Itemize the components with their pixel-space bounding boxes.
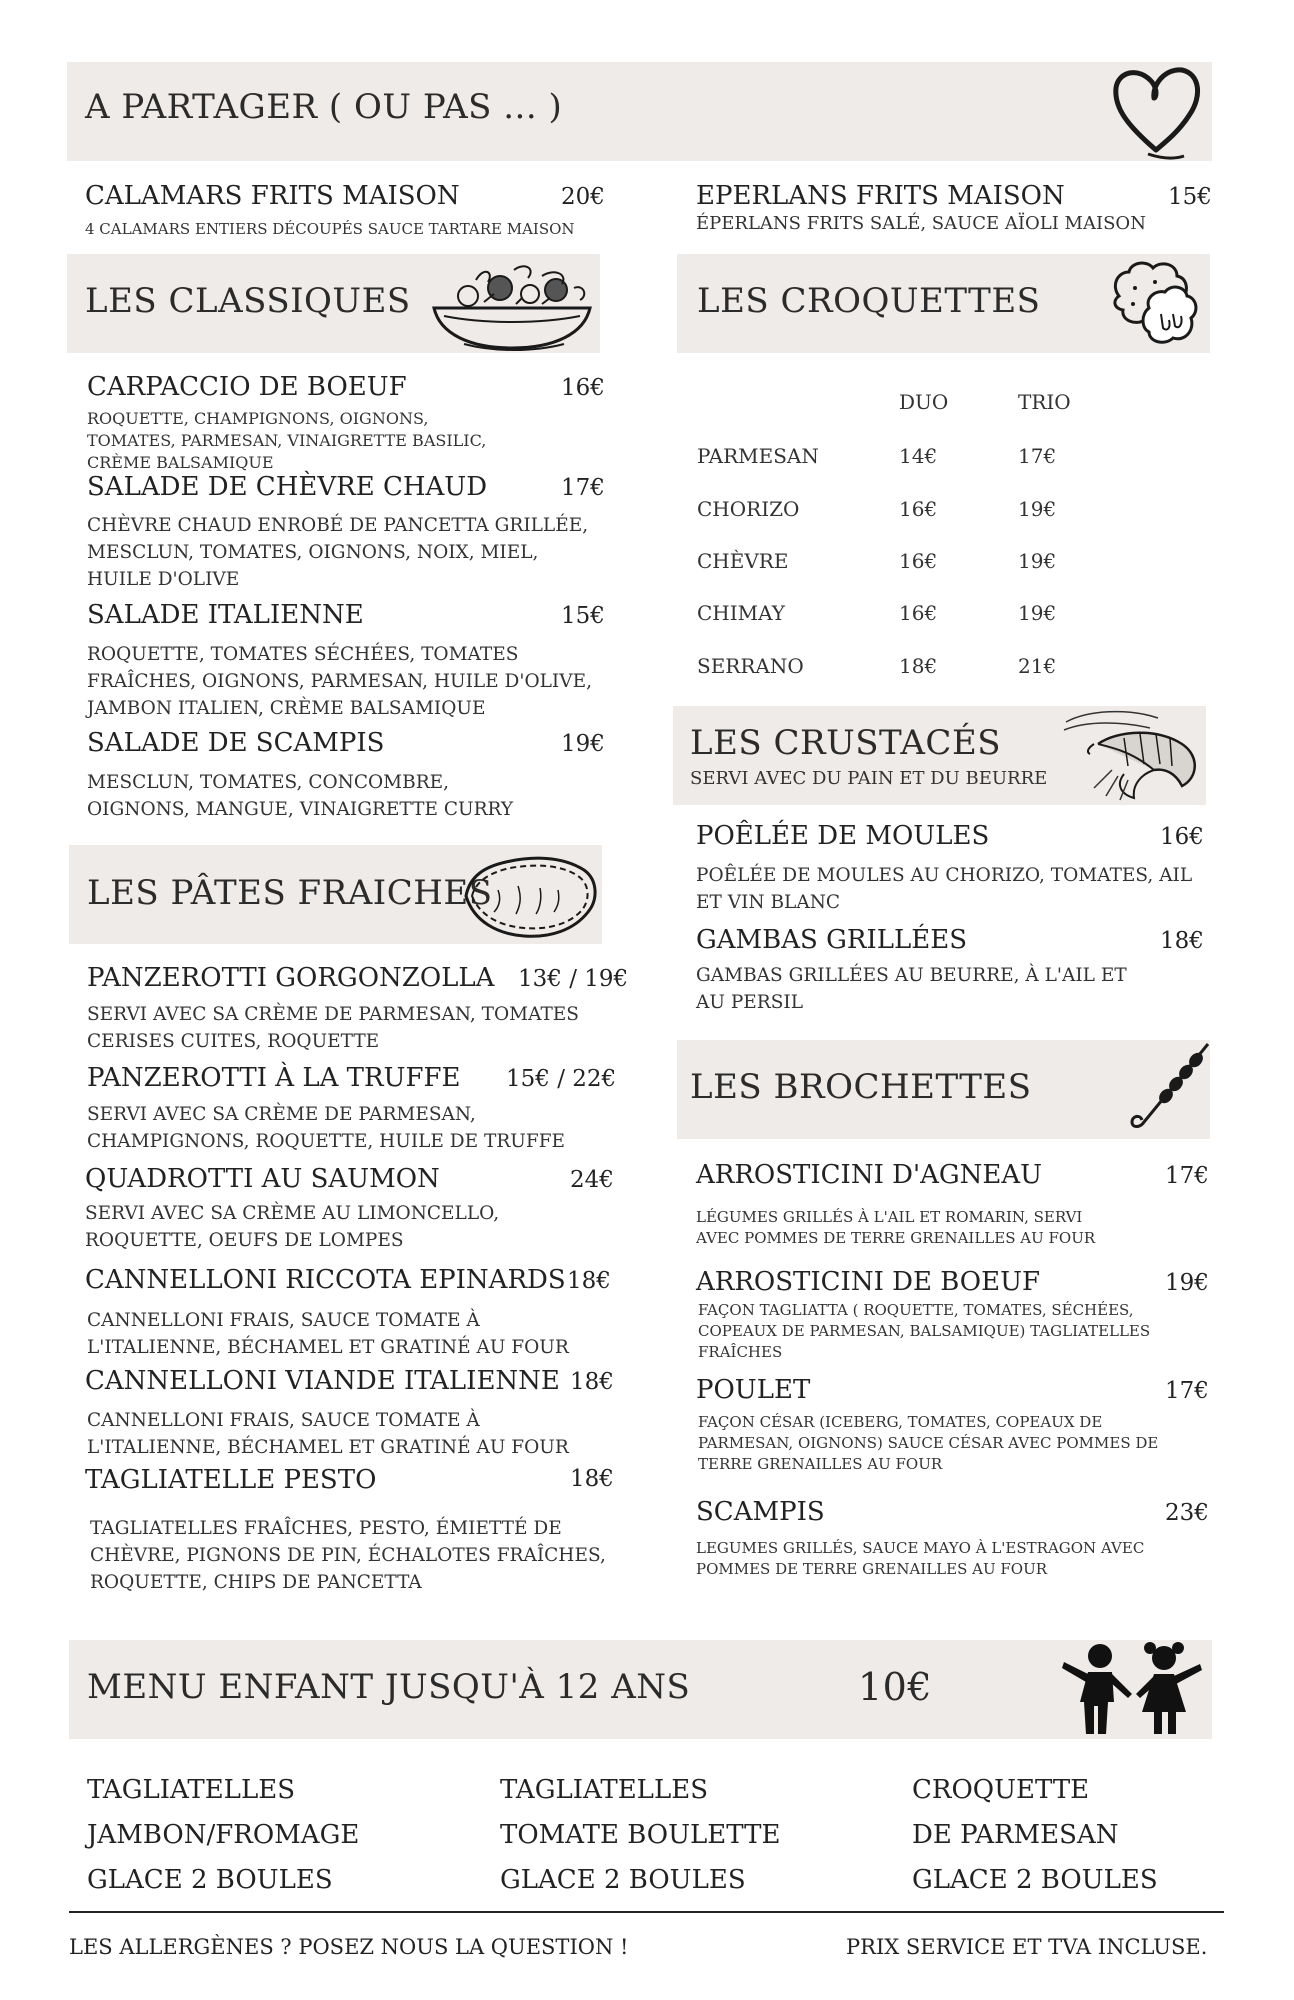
kids-menu-item: TAGLIATELLES (500, 1775, 708, 1805)
item-price: 17€ (1165, 1378, 1209, 1404)
kids-menu-item: TOMATE BOULETTE (500, 1820, 781, 1850)
item-description: GAMBAS GRILLÉES AU BEURRE, À L'AIL ET AU PERSIL (696, 965, 1127, 1013)
croquette-duo-price: 16€ (899, 497, 938, 521)
croquettes-col-duo: DUO (899, 390, 949, 414)
item-description: CANNELLONI FRAIS, SAUCE TOMATE À L'ITALIENNE, BÉCHAMEL ET GRATINÉ AU FOUR (87, 1410, 569, 1458)
item-description: POÊLÉE DE MOULES AU CHORIZO, TOMATES, AIL ET VIN BLANC (696, 865, 1193, 913)
croquette-name: CHÈVRE (697, 549, 789, 573)
croquette-name: PARMESAN (697, 444, 819, 468)
item-price: 17€ (1165, 1163, 1209, 1189)
heart-icon (1108, 64, 1204, 162)
croquette-trio-price: 21€ (1018, 654, 1057, 678)
item-price: 23€ (1165, 1500, 1209, 1526)
kids-menu-item: DE PARMESAN (912, 1820, 1119, 1850)
item-description: ÉPERLANS FRITS SALÉ, SAUCE AÏOLI MAISON (696, 213, 1146, 234)
item-description: SERVI AVEC SA CRÈME DE PARMESAN, TOMATES CERISES CUITES, ROQUETTE (87, 1004, 579, 1052)
croquette-trio-price: 19€ (1018, 601, 1057, 625)
item-name: SALADE ITALIENNE (87, 600, 364, 630)
croquette-duo-price: 16€ (899, 601, 938, 625)
kids-menu-item: TAGLIATELLES (87, 1775, 295, 1805)
croquette-name: CHORIZO (697, 497, 800, 521)
item-description: LÉGUMES GRILLÉS À L'AIL ET ROMARIN, SERVI AVEC POMMES DE TERRE GRENAILLES AU FOUR (696, 1208, 1096, 1247)
item-description: 4 CALAMARS ENTIERS DÉCOUPÉS SAUCE TARTARE MAISON (85, 220, 575, 238)
enfant-title: MENU ENFANT JUSQU'À 12 ANS (87, 1667, 691, 1707)
item-price: 17€ (561, 475, 605, 501)
children-icon (1058, 1640, 1210, 1738)
item-name: POULET (696, 1375, 811, 1405)
pates-title: LES PÂTES FRAICHES (87, 873, 493, 913)
item-description: SERVI AVEC SA CRÈME DE PARMESAN, CHAMPIGNONS, ROQUETTE, HUILE DE TRUFFE (87, 1104, 566, 1152)
salad-bowl-icon (424, 258, 600, 354)
item-price: 18€ (567, 1268, 611, 1294)
item-name: SCAMPIS (696, 1497, 825, 1527)
croquette-duo-price: 16€ (899, 549, 938, 573)
item-name: TAGLIATELLE PESTO (85, 1465, 377, 1495)
item-price: 13€ / 19€ (518, 966, 629, 992)
pasta-icon (458, 850, 602, 942)
item-price: 18€ (570, 1369, 614, 1395)
allergen-notice: LES ALLERGÈNES ? POSEZ NOUS LA QUESTION ! (69, 1935, 629, 1959)
item-price: 15€ (561, 603, 605, 629)
item-price: 16€ (561, 375, 605, 401)
croquette-duo-price: 14€ (899, 444, 938, 468)
footer-divider (69, 1911, 1224, 1913)
price-notice: PRIX SERVICE ET TVA INCLUSE. (846, 1935, 1208, 1959)
item-description: SERVI AVEC SA CRÈME AU LIMONCELLO, ROQUETTE, OEUFS DE LOMPES (85, 1203, 500, 1251)
item-name: CANNELLONI RICCOTA EPINARDS (85, 1265, 566, 1295)
kids-menu-item: GLACE 2 BOULES (912, 1865, 1158, 1895)
kids-menu-item: GLACE 2 BOULES (87, 1865, 333, 1895)
croquette-name: CHIMAY (697, 601, 785, 625)
kids-menu-item: CROQUETTE (912, 1775, 1090, 1805)
item-name: ARROSTICINI D'AGNEAU (696, 1160, 1043, 1190)
item-price: 19€ (1165, 1270, 1209, 1296)
croquette-trio-price: 19€ (1018, 549, 1057, 573)
item-price: 19€ (561, 731, 605, 757)
crustaces-title: LES CRUSTACÉS (690, 723, 1002, 763)
item-description: CANNELLONI FRAIS, SAUCE TOMATE À L'ITALIENNE, BÉCHAMEL ET GRATINÉ AU FOUR (87, 1310, 569, 1358)
item-name: ARROSTICINI DE BOEUF (696, 1267, 1041, 1297)
croquette-trio-price: 17€ (1018, 444, 1057, 468)
skewer-icon (1128, 1040, 1212, 1140)
enfant-price: 10€ (858, 1665, 933, 1709)
crustaces-subtitle: SERVI AVEC DU PAIN ET DU BEURRE (690, 768, 1048, 789)
a-partager-title: A PARTAGER ( OU PAS ... ) (85, 87, 563, 127)
item-price: 15€ (1168, 184, 1212, 210)
item-description: FAÇON TAGLIATTA ( ROQUETTE, TOMATES, SÉCHÉES, COPEAUX DE PARMESAN, BALSAMIQUE) TAGLIATELLES FRAÎCHES (698, 1301, 1151, 1361)
croquette-trio-price: 19€ (1018, 497, 1057, 521)
croquette-icon (1105, 258, 1205, 350)
item-price: 18€ (570, 1466, 614, 1492)
item-name: PANZEROTTI GORGONZOLLA (87, 963, 495, 993)
item-name: POÊLÉE DE MOULES (696, 821, 990, 851)
kids-menu-item: GLACE 2 BOULES (500, 1865, 746, 1895)
item-name: SALADE DE CHÈVRE CHAUD (87, 472, 488, 502)
item-description: LEGUMES GRILLÉS, SAUCE MAYO À L'ESTRAGON AVEC POMMES DE TERRE GRENAILLES AU FOUR (696, 1539, 1145, 1578)
item-name: CALAMARS FRITS MAISON (85, 181, 460, 211)
item-name: PANZEROTTI À LA TRUFFE (87, 1063, 461, 1093)
item-description: CHÈVRE CHAUD ENROBÉ DE PANCETTA GRILLÉE, MESCLUN, TOMATES, OIGNONS, NOIX, MIEL, HUILE D'OLIVE (87, 515, 589, 590)
item-price: 16€ (1160, 824, 1204, 850)
item-price: 20€ (561, 184, 605, 210)
croquettes-col-trio: TRIO (1018, 390, 1071, 414)
item-description: MESCLUN, TOMATES, CONCOMBRE, OIGNONS, MANGUE, VINAIGRETTE CURRY (87, 772, 514, 820)
item-name: QUADROTTI AU SAUMON (85, 1164, 440, 1194)
item-name: GAMBAS GRILLÉES (696, 925, 968, 955)
item-description: ROQUETTE, CHAMPIGNONS, OIGNONS, TOMATES, PARMESAN, VINAIGRETTE BASILIC, CRÈME BALSAMIQUE (87, 409, 487, 472)
item-description: TAGLIATELLES FRAÎCHES, PESTO, ÉMIETTÉ DE CHÈVRE, PIGNONS DE PIN, ÉCHALOTES FRAÎCHES, ROQUETTE, CHIPS DE PANCETTA (90, 1518, 606, 1593)
shrimp-icon (1058, 704, 1204, 804)
item-price: 15€ / 22€ (506, 1066, 617, 1092)
item-name: SALADE DE SCAMPIS (87, 728, 385, 758)
croquette-duo-price: 18€ (899, 654, 938, 678)
brochettes-title: LES BROCHETTES (690, 1067, 1032, 1107)
item-description: ROQUETTE, TOMATES SÉCHÉES, TOMATES FRAÎCHES, OIGNONS, PARMESAN, HUILE D'OLIVE, JAMBON ITALIEN, CRÈME BALSAMIQUE (87, 644, 592, 719)
item-description: FAÇON CÉSAR (ICEBERG, TOMATES, COPEAUX DE PARMESAN, OIGNONS) SAUCE CÉSAR AVEC POMMES DE TERRE GRENAILLES AU FOUR (698, 1413, 1159, 1473)
item-price: 18€ (1160, 928, 1204, 954)
item-name: CARPACCIO DE BOEUF (87, 372, 407, 402)
croquette-name: SERRANO (697, 654, 804, 678)
kids-menu-item: JAMBON/FROMAGE (87, 1820, 360, 1850)
classiques-title: LES CLASSIQUES (85, 281, 411, 321)
item-price: 24€ (570, 1167, 614, 1193)
item-name: EPERLANS FRITS MAISON (696, 181, 1065, 211)
item-name: CANNELLONI VIANDE ITALIENNE (85, 1366, 560, 1396)
croquettes-title: LES CROQUETTES (697, 281, 1041, 321)
